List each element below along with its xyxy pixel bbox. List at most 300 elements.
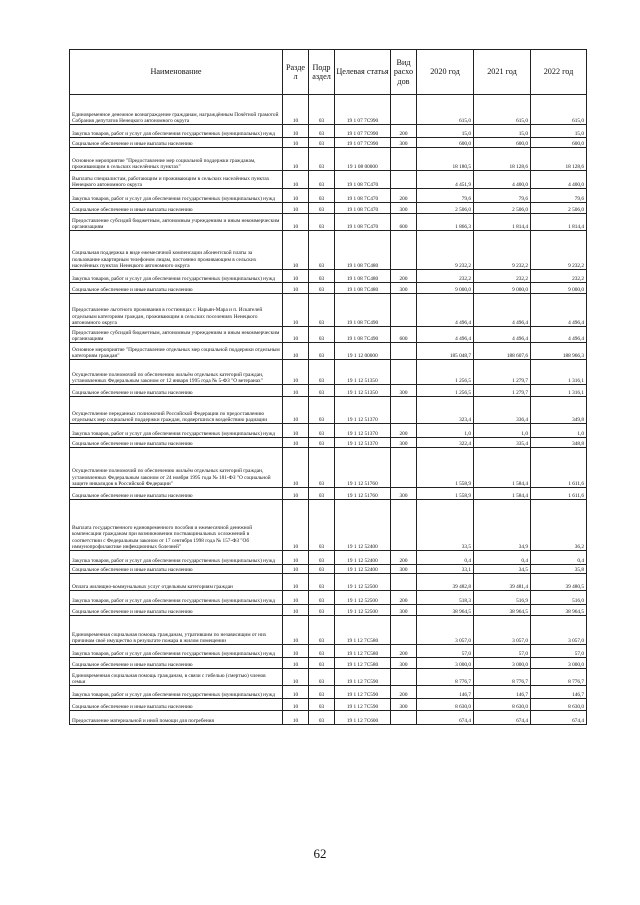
row-vid: 600 xyxy=(391,214,417,231)
row-podrazdel: 03 xyxy=(309,424,335,438)
row-2020: 146,7 xyxy=(417,686,474,699)
row-vid: 600 xyxy=(391,327,417,343)
row-target: 19 1 12 7С590 xyxy=(335,686,391,699)
table-row xyxy=(70,669,587,686)
row-2021: 9 232,2 xyxy=(474,231,531,270)
row-razdel: 10 xyxy=(283,500,309,551)
row-2020: 33,5 xyxy=(417,500,474,551)
row-2022: 3 057,0 xyxy=(531,616,587,645)
table-row xyxy=(70,605,587,616)
row-razdel: 10 xyxy=(283,699,309,711)
row-razdel: 10 xyxy=(283,424,309,438)
row-name: Социальное обеспечение и иные выплаты населению xyxy=(70,385,283,397)
row-2020: 1 558,9 xyxy=(417,448,474,488)
row-vid xyxy=(391,95,417,125)
row-podrazdel: 03 xyxy=(309,574,335,591)
row-2020: 33,1 xyxy=(417,565,474,574)
row-podrazdel: 03 xyxy=(309,327,335,343)
table-row xyxy=(70,231,587,270)
row-2021: 146,7 xyxy=(474,686,531,699)
row-podrazdel: 03 xyxy=(309,203,335,214)
row-vid: 300 xyxy=(391,385,417,397)
row-podrazdel: 03 xyxy=(309,283,335,294)
row-2022: 1 316,1 xyxy=(531,360,587,385)
row-name: Социальное обеспечение и иные выплаты населению xyxy=(70,565,283,574)
row-2020: 15,0 xyxy=(417,125,474,138)
row-2021: 674,4 xyxy=(474,711,531,725)
row-2022: 4 496,4 xyxy=(531,327,587,343)
row-2022: 1,0 xyxy=(531,424,587,438)
row-2021: 0,4 xyxy=(474,551,531,565)
table-row xyxy=(70,385,587,397)
header-name: Наименование xyxy=(70,50,283,95)
row-target: 19 1 12 7С590 xyxy=(335,669,391,686)
table-row xyxy=(70,360,587,385)
row-2020: 600,0 xyxy=(417,138,474,148)
row-2022: 8 630,0 xyxy=(531,699,587,711)
row-razdel: 10 xyxy=(283,448,309,488)
row-name: Закупка товаров, работ и услуг для обеспечения государственных (муниципальных) нужд xyxy=(70,125,283,138)
row-razdel: 10 xyxy=(283,231,309,270)
row-target: 19 1 12 52500 xyxy=(335,574,391,591)
row-vid: 300 xyxy=(391,138,417,148)
row-name: Закупка товаров, работ и услуг для обеспечения государственных (муниципальных) нужд xyxy=(70,424,283,438)
row-2021: 1 279,7 xyxy=(474,385,531,397)
table-row xyxy=(70,699,587,711)
table-row xyxy=(70,283,587,294)
row-vid: 200 xyxy=(391,189,417,203)
row-target: 19 1 12 52400 xyxy=(335,565,391,574)
row-2021: 57,0 xyxy=(474,645,531,658)
row-2021: 39 481,4 xyxy=(474,574,531,591)
row-name: Предоставление льготного проживания в гостиницах г. Нарьян-Мара и п. Искателей отдельным категориям граждан, проживающим в сельских поселениях Ненецкого автономного округа xyxy=(70,294,283,327)
row-2020: 323,4 xyxy=(417,397,474,424)
row-2022: 1 316,1 xyxy=(531,385,587,397)
row-2022: 4 400,0 xyxy=(531,171,587,189)
row-target: 19 1 08 00000 xyxy=(335,148,391,171)
row-2021: 4 496,4 xyxy=(474,327,531,343)
row-podrazdel: 03 xyxy=(309,189,335,203)
row-2021: 3 057,0 xyxy=(474,616,531,645)
row-name: Единовременное денежное вознаграждение гражданам, награждённым Почётной грамотой Собрания депутатов Ненецкого автономного округа xyxy=(70,95,283,125)
row-razdel: 10 xyxy=(283,591,309,605)
row-target: 19 1 12 7С580 xyxy=(335,658,391,669)
row-razdel: 10 xyxy=(283,658,309,669)
row-podrazdel: 03 xyxy=(309,360,335,385)
row-podrazdel: 03 xyxy=(309,686,335,699)
row-razdel: 10 xyxy=(283,360,309,385)
row-2020: 38 964,5 xyxy=(417,605,474,616)
header-podrazdel: Подр аздел xyxy=(309,50,335,95)
row-target: 19 1 12 7С600 xyxy=(335,711,391,725)
row-name: Осуществление полномочий по обеспечению жильём отдельных категорий граждан, установленных Федеральным законом от 12 января 1995 года № 5-ФЗ "О ветеранах" xyxy=(70,360,283,385)
row-vid xyxy=(391,360,417,385)
row-podrazdel: 03 xyxy=(309,125,335,138)
row-podrazdel: 03 xyxy=(309,138,335,148)
table-row xyxy=(70,438,587,448)
row-vid: 200 xyxy=(391,591,417,605)
row-podrazdel: 03 xyxy=(309,231,335,270)
row-name: Социальное обеспечение и иные выплаты населению xyxy=(70,203,283,214)
row-podrazdel: 03 xyxy=(309,645,335,658)
row-2020: 1 558,9 xyxy=(417,488,474,500)
row-target: 19 1 12 52500 xyxy=(335,605,391,616)
row-razdel: 10 xyxy=(283,605,309,616)
row-name: Осуществление полномочий по обеспечению жильём отдельных категорий граждан, установленных Федеральным законом от 24 ноября 1995 года № 181-ФЗ "О социальной защите инвалидов в Российской Федерации" xyxy=(70,448,283,488)
row-podrazdel: 03 xyxy=(309,294,335,327)
row-name: Осуществление переданных полномочий Российской Федерации по предоставлению отдельных мер социальной поддержки граждан, подвергшихся воздействию радиации xyxy=(70,397,283,424)
row-2021: 9 000,0 xyxy=(474,283,531,294)
row-2021: 8 776,7 xyxy=(474,669,531,686)
row-2021: 1 814,4 xyxy=(474,214,531,231)
row-name: Социальное обеспечение и иные выплаты населению xyxy=(70,488,283,500)
row-2020: 3 000,0 xyxy=(417,658,474,669)
row-2021: 335,4 xyxy=(474,438,531,448)
row-name: Социальное обеспечение и иные выплаты населению xyxy=(70,438,283,448)
row-vid: 200 xyxy=(391,125,417,138)
row-podrazdel: 03 xyxy=(309,385,335,397)
table-row xyxy=(70,148,587,171)
row-2022: 9 000,0 xyxy=(531,283,587,294)
row-vid: 300 xyxy=(391,488,417,500)
row-name: Единовременная социальная помощь гражданам, утратившим по независящим от них причинам своё имущество в результате пожара в жилом помещении xyxy=(70,616,283,645)
row-razdel: 10 xyxy=(283,565,309,574)
row-2022: 516,0 xyxy=(531,591,587,605)
row-razdel: 10 xyxy=(283,214,309,231)
row-2021: 2 506,0 xyxy=(474,203,531,214)
row-2021: 516,9 xyxy=(474,591,531,605)
row-vid: 300 xyxy=(391,699,417,711)
row-vid: 200 xyxy=(391,424,417,438)
header-2021: 2021 год xyxy=(474,50,531,95)
row-2021: 4 400,0 xyxy=(474,171,531,189)
row-podrazdel: 03 xyxy=(309,488,335,500)
table-header-row xyxy=(70,50,587,95)
row-podrazdel: 03 xyxy=(309,711,335,725)
row-target: 19 1 12 7С580 xyxy=(335,616,391,645)
row-vid xyxy=(391,574,417,591)
table-row xyxy=(70,551,587,565)
row-podrazdel: 03 xyxy=(309,669,335,686)
row-target: 19 1 12 51370 xyxy=(335,424,391,438)
row-razdel: 10 xyxy=(283,645,309,658)
row-vid: 300 xyxy=(391,203,417,214)
row-vid xyxy=(391,231,417,270)
row-vid xyxy=(391,448,417,488)
row-name: Закупка товаров, работ и услуг для обеспечения государственных (муниципальных) нужд xyxy=(70,645,283,658)
row-vid: 300 xyxy=(391,565,417,574)
row-2020: 1,0 xyxy=(417,424,474,438)
header-2022: 2022 год xyxy=(531,50,587,95)
row-vid xyxy=(391,343,417,360)
row-podrazdel: 03 xyxy=(309,500,335,551)
row-vid: 300 xyxy=(391,283,417,294)
row-2021: 34,9 xyxy=(474,500,531,551)
row-2020: 1 256,5 xyxy=(417,360,474,385)
table-row xyxy=(70,171,587,189)
row-name: Оплата жилищно-коммунальных услуг отдельным категориям граждан xyxy=(70,574,283,591)
row-2020: 57,0 xyxy=(417,645,474,658)
row-name: Закупка товаров, работ и услуг для обеспечения государственных (муниципальных) нужд xyxy=(70,270,283,283)
page-number: 62 xyxy=(313,846,327,861)
row-razdel: 10 xyxy=(283,189,309,203)
row-2021: 1 279,7 xyxy=(474,360,531,385)
row-podrazdel: 03 xyxy=(309,95,335,125)
row-target: 19 1 12 00000 xyxy=(335,343,391,360)
table-row xyxy=(70,327,587,343)
row-podrazdel: 03 xyxy=(309,171,335,189)
row-razdel: 10 xyxy=(283,385,309,397)
row-podrazdel: 03 xyxy=(309,148,335,171)
row-2022: 8 776,7 xyxy=(531,669,587,686)
table-row xyxy=(70,488,587,500)
row-podrazdel: 03 xyxy=(309,343,335,360)
row-podrazdel: 03 xyxy=(309,591,335,605)
row-2020: 615,0 xyxy=(417,95,474,125)
row-podrazdel: 03 xyxy=(309,214,335,231)
row-name: Основное мероприятие "Предоставление мер социальной поддержки гражданам, проживающим в сельских населённых пунктах" xyxy=(70,148,283,171)
row-target: 19 1 07 7С990 xyxy=(335,95,391,125)
table-row xyxy=(70,591,587,605)
row-vid: 300 xyxy=(391,605,417,616)
row-target: 19 1 12 51370 xyxy=(335,438,391,448)
row-name: Социальное обеспечение и иные выплаты населению xyxy=(70,658,283,669)
row-podrazdel: 03 xyxy=(309,270,335,283)
row-name: Основное мероприятие "Предоставление отдельных мер социальной поддержки отдельным категориям граждан" xyxy=(70,343,283,360)
row-razdel: 10 xyxy=(283,397,309,424)
row-2022: 600,0 xyxy=(531,138,587,148)
row-target: 19 1 08 7С480 xyxy=(335,270,391,283)
row-name: Закупка товаров, работ и услуг для обеспечения государственных (муниципальных) нужд xyxy=(70,686,283,699)
row-name: Предоставление материальной и иной помощи для погребения xyxy=(70,711,283,725)
row-name: Выплаты специалистам, работающим и проживающим в сельских населённых пунктах Ненецкого автономного округа xyxy=(70,171,283,189)
row-razdel: 10 xyxy=(283,125,309,138)
row-2022: 79,6 xyxy=(531,189,587,203)
row-2020: 518,3 xyxy=(417,591,474,605)
row-podrazdel: 03 xyxy=(309,397,335,424)
row-razdel: 10 xyxy=(283,203,309,214)
row-podrazdel: 03 xyxy=(309,565,335,574)
row-2022: 38 964,5 xyxy=(531,605,587,616)
row-vid xyxy=(391,148,417,171)
row-2020: 185 048,7 xyxy=(417,343,474,360)
row-name: Социальное обеспечение и иные выплаты населению xyxy=(70,283,283,294)
row-podrazdel: 03 xyxy=(309,448,335,488)
table-row xyxy=(70,125,587,138)
row-razdel: 10 xyxy=(283,574,309,591)
row-2020: 18 180,5 xyxy=(417,148,474,171)
row-2022: 674,4 xyxy=(531,711,587,725)
row-2022: 57,0 xyxy=(531,645,587,658)
row-2020: 8 776,7 xyxy=(417,669,474,686)
row-2022: 1 814,4 xyxy=(531,214,587,231)
row-razdel: 10 xyxy=(283,95,309,125)
row-razdel: 10 xyxy=(283,551,309,565)
row-2020: 2 506,0 xyxy=(417,203,474,214)
row-2020: 232,2 xyxy=(417,270,474,283)
table-row xyxy=(70,658,587,669)
row-2022: 36,2 xyxy=(531,500,587,551)
row-2021: 34,5 xyxy=(474,565,531,574)
table-row xyxy=(70,343,587,360)
row-razdel: 10 xyxy=(283,616,309,645)
row-target: 19 1 12 51350 xyxy=(335,360,391,385)
row-target: 19 1 12 51760 xyxy=(335,448,391,488)
row-2022: 15,0 xyxy=(531,125,587,138)
row-podrazdel: 03 xyxy=(309,616,335,645)
row-2022: 615,0 xyxy=(531,95,587,125)
row-razdel: 10 xyxy=(283,711,309,725)
row-podrazdel: 03 xyxy=(309,699,335,711)
table-row xyxy=(70,711,587,725)
row-2021: 232,2 xyxy=(474,270,531,283)
row-2022: 3 000,0 xyxy=(531,658,587,669)
table-row xyxy=(70,270,587,283)
row-name: Предоставление субсидий бюджетным, автономным учреждениям и иным некоммерческим организациям xyxy=(70,214,283,231)
table-row xyxy=(70,565,587,574)
row-target: 19 1 07 7С990 xyxy=(335,125,391,138)
row-razdel: 10 xyxy=(283,138,309,148)
table-row xyxy=(70,203,587,214)
row-name: Единовременная социальная помощь гражданам, в связи с гибелью (смертью) членов семьи xyxy=(70,669,283,686)
row-name: Предоставление субсидий бюджетным, автономным учреждениям и иным некоммерческим организациям xyxy=(70,327,283,343)
row-2020: 8 630,0 xyxy=(417,699,474,711)
row-name: Выплата государственного единовременного пособия и ежемесячной денежной компенсации гражданам при возникновении поствакцинальных осложнений в соответствии с Федеральным законом от 17 сентября 1998 года № 157-ФЗ "Об иммунопрофилактике инфекционных болезней" xyxy=(70,500,283,551)
row-2022: 1 611,6 xyxy=(531,448,587,488)
row-vid xyxy=(391,294,417,327)
row-2021: 600,0 xyxy=(474,138,531,148)
row-target: 19 1 12 7С590 xyxy=(335,699,391,711)
row-2021: 18 128,6 xyxy=(474,148,531,171)
row-vid xyxy=(391,397,417,424)
row-vid: 200 xyxy=(391,551,417,565)
row-2022: 9 232,2 xyxy=(531,231,587,270)
row-2020: 0,4 xyxy=(417,551,474,565)
table-row xyxy=(70,574,587,591)
row-2022: 146,7 xyxy=(531,686,587,699)
row-2020: 674,4 xyxy=(417,711,474,725)
table-row xyxy=(70,189,587,203)
row-vid: 300 xyxy=(391,438,417,448)
row-vid: 200 xyxy=(391,645,417,658)
row-2021: 615,0 xyxy=(474,95,531,125)
row-razdel: 10 xyxy=(283,686,309,699)
row-2022: 18 128,6 xyxy=(531,148,587,171)
row-target: 19 1 08 7С470 xyxy=(335,214,391,231)
row-2022: 4 496,4 xyxy=(531,294,587,327)
header-target: Целевая статья xyxy=(335,50,391,95)
row-podrazdel: 03 xyxy=(309,551,335,565)
row-2022: 349,8 xyxy=(531,397,587,424)
row-vid xyxy=(391,616,417,645)
table-row xyxy=(70,645,587,658)
table-row xyxy=(70,95,587,125)
row-vid: 200 xyxy=(391,686,417,699)
row-2021: 1 584,4 xyxy=(474,488,531,500)
row-2021: 79,6 xyxy=(474,189,531,203)
table-row xyxy=(70,397,587,424)
row-target: 19 1 12 52400 xyxy=(335,500,391,551)
row-name: Социальное обеспечение и иные выплаты населению xyxy=(70,138,283,148)
header-vid: Вид расхо дов xyxy=(391,50,417,95)
row-razdel: 10 xyxy=(283,148,309,171)
row-podrazdel: 03 xyxy=(309,605,335,616)
row-2020: 79,6 xyxy=(417,189,474,203)
row-2020: 1 256,5 xyxy=(417,385,474,397)
row-2021: 1 584,4 xyxy=(474,448,531,488)
row-2021: 8 630,0 xyxy=(474,699,531,711)
row-2021: 15,0 xyxy=(474,125,531,138)
row-2020: 9 000,0 xyxy=(417,283,474,294)
row-razdel: 10 xyxy=(283,171,309,189)
row-target: 19 1 08 7С480 xyxy=(335,283,391,294)
row-vid: 200 xyxy=(391,270,417,283)
row-vid xyxy=(391,171,417,189)
row-name: Социальное обеспечение и иные выплаты населению xyxy=(70,699,283,711)
row-target: 19 1 08 7С470 xyxy=(335,203,391,214)
row-razdel: 10 xyxy=(283,327,309,343)
row-target: 19 1 12 7С580 xyxy=(335,645,391,658)
row-target: 19 1 08 7С480 xyxy=(335,231,391,270)
row-target: 19 1 08 7С470 xyxy=(335,171,391,189)
row-vid: 300 xyxy=(391,658,417,669)
row-vid xyxy=(391,500,417,551)
table-row xyxy=(70,686,587,699)
row-2022: 348,8 xyxy=(531,438,587,448)
row-target: 19 1 08 7С470 xyxy=(335,189,391,203)
row-2022: 1 611,6 xyxy=(531,488,587,500)
row-2020: 39 482,8 xyxy=(417,574,474,591)
row-2022: 232,2 xyxy=(531,270,587,283)
table-row xyxy=(70,448,587,488)
row-2021: 1,0 xyxy=(474,424,531,438)
row-target: 19 1 07 7С990 xyxy=(335,138,391,148)
row-name: Закупка товаров, работ и услуг для обеспечения государственных (муниципальных) нужд xyxy=(70,591,283,605)
row-target: 19 1 12 51370 xyxy=(335,397,391,424)
row-razdel: 10 xyxy=(283,669,309,686)
row-2020: 4 451,9 xyxy=(417,171,474,189)
row-2021: 188 607,6 xyxy=(474,343,531,360)
row-2020: 3 057,0 xyxy=(417,616,474,645)
row-razdel: 10 xyxy=(283,294,309,327)
row-name: Закупка товаров, работ и услуг для обеспечения государственных (муниципальных) нужд xyxy=(70,551,283,565)
budget-table xyxy=(69,49,587,725)
row-name: Социальная поддержка в виде ежемесячной компенсации абонентской платы за пользование квартирным телефоном лицам, постоянно проживающим в сельских населённых пунктах Ненецкого автономного округа xyxy=(70,231,283,270)
row-podrazdel: 03 xyxy=(309,658,335,669)
row-target: 19 1 12 52400 xyxy=(335,551,391,565)
row-2022: 2 506,0 xyxy=(531,203,587,214)
row-name: Закупка товаров, работ и услуг для обеспечения государственных (муниципальных) нужд xyxy=(70,189,283,203)
table-row xyxy=(70,214,587,231)
row-2020: 4 496,4 xyxy=(417,294,474,327)
header-2020: 2020 год xyxy=(417,50,474,95)
row-podrazdel: 03 xyxy=(309,438,335,448)
table-row xyxy=(70,138,587,148)
row-2022: 0,4 xyxy=(531,551,587,565)
row-2022: 188 966,3 xyxy=(531,343,587,360)
row-2020: 1 866,3 xyxy=(417,214,474,231)
row-2021: 4 496,4 xyxy=(474,294,531,327)
row-name: Социальное обеспечение и иные выплаты населению xyxy=(70,605,283,616)
row-target: 19 1 12 52500 xyxy=(335,591,391,605)
row-razdel: 10 xyxy=(283,283,309,294)
row-target: 19 1 12 51350 xyxy=(335,385,391,397)
table-row xyxy=(70,616,587,645)
row-vid xyxy=(391,711,417,725)
row-2020: 322,4 xyxy=(417,438,474,448)
row-vid xyxy=(391,669,417,686)
row-2021: 3 000,0 xyxy=(474,658,531,669)
